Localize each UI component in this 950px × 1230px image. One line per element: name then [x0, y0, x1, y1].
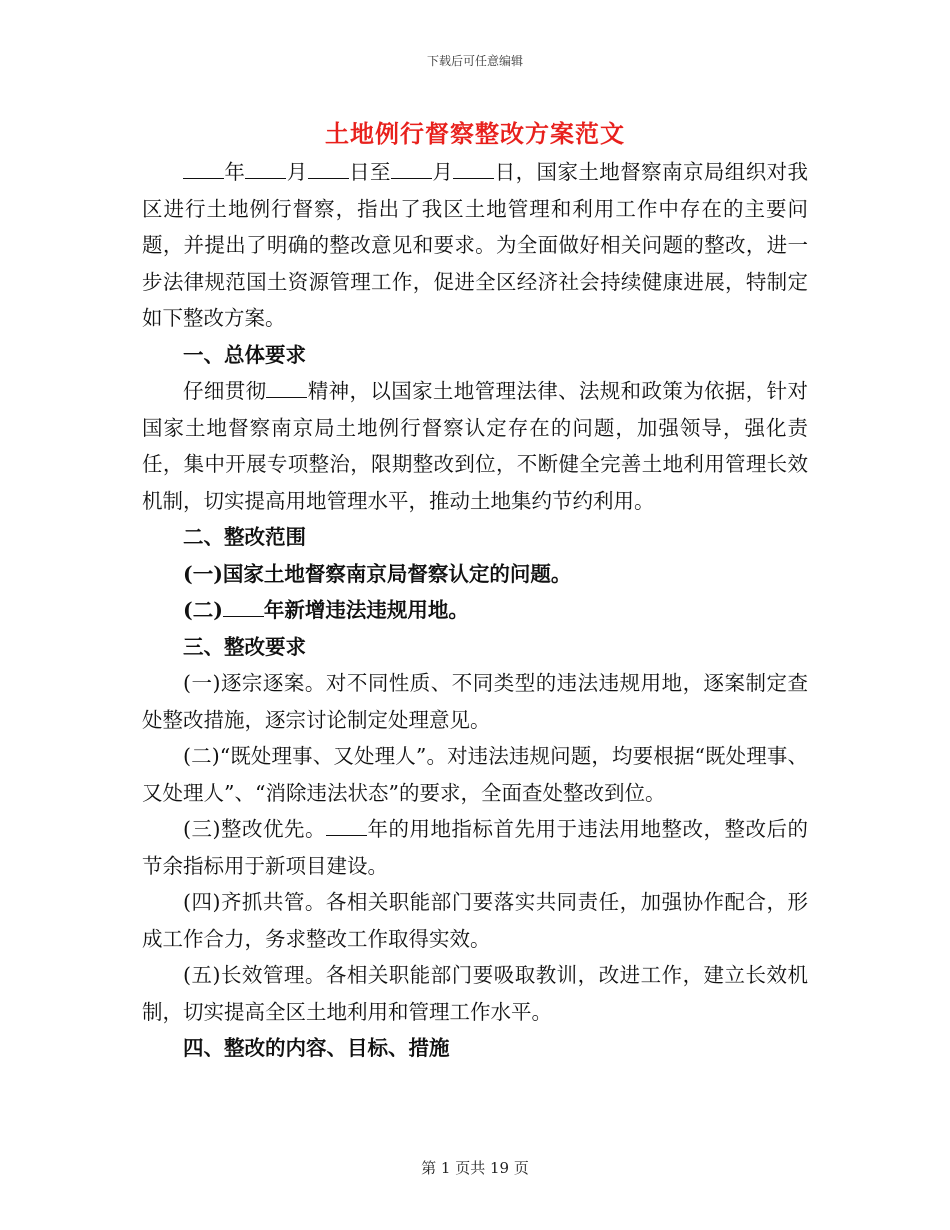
- blank-field[interactable]: [245, 158, 286, 180]
- section-heading-3: 三、整改要求: [183, 634, 306, 659]
- section-heading-2: 二、整改范围: [183, 525, 306, 549]
- section-heading-4: 四、整改的内容、目标、措施: [183, 1036, 450, 1060]
- section3-item-2: (二)“既处理事、又处理人”。对违法违规问题，均要根据“既处理事、又处理人”、“消除违法状态”的要求，全面查处整改到位。: [142, 744, 808, 805]
- section-heading-1: 一、总体要求: [183, 342, 306, 367]
- section3-item-5: (五)长效管理。各相关职能部门要吸取教训，改进工作，建立长效机制，切实提高全区土地利用和管理工作水平。: [142, 963, 808, 1024]
- section2-item-2: (二) 年新增违法违规用地。: [142, 592, 808, 629]
- document-body: [142, 154, 808, 1067]
- document-title: 土地例行督察整改方案范文: [325, 119, 625, 148]
- blank-field[interactable]: [308, 158, 349, 180]
- page-header: 下载后可任意编辑: [426, 54, 523, 68]
- blank-field[interactable]: [453, 158, 494, 180]
- blank-field[interactable]: [266, 377, 307, 399]
- page-footer: 第 1 页共 19 页: [421, 1159, 529, 1177]
- section3-item-3: (三)整改优先。 年的用地指标首先用于违法用地整改，整改后的节余指标用于新项目建设。: [142, 811, 808, 884]
- blank-field[interactable]: [223, 596, 264, 618]
- blank-field[interactable]: [326, 815, 367, 837]
- blank-field[interactable]: [391, 158, 432, 180]
- section3-item-4: (四)齐抓共管。各相关职能部门要落实共同责任，加强协作配合，形成工作合力，务求整改工作取得实效。: [142, 890, 808, 951]
- section1-paragraph: 仔细贯彻 精神，以国家土地管理法律、法规和政策为依据，针对国家土地督察南京局土地例行督察认定存在的问题，加强领导，强化责任，集中开展专项整治，限期整改到位，不断健全完善土地利用管理长效机制，切实提高用地管理水平，推动土地集约节约利用。: [142, 373, 808, 519]
- section3-item-1: (一)逐宗逐案。对不同性质、不同类型的违法违规用地，逐案制定查处整改措施，逐宗讨论制定处理意见。: [142, 671, 808, 732]
- blank-field[interactable]: [183, 158, 224, 180]
- section2-item-1: (一)国家土地督察南京局督察认定的问题。: [183, 561, 572, 586]
- intro-paragraph: 年 月 日至 月 日，国家土地督察南京局组织对我区进行土地例行督察，指出了我区土地管理和利用工作中存在的主要问题，并提出了明确的整改意见和要求。为全面做好相关问题的整改，进一步法律规范国土资源管理工作，促进全区经济社会持续健康进展，特制定如下整改方案。: [142, 154, 808, 337]
